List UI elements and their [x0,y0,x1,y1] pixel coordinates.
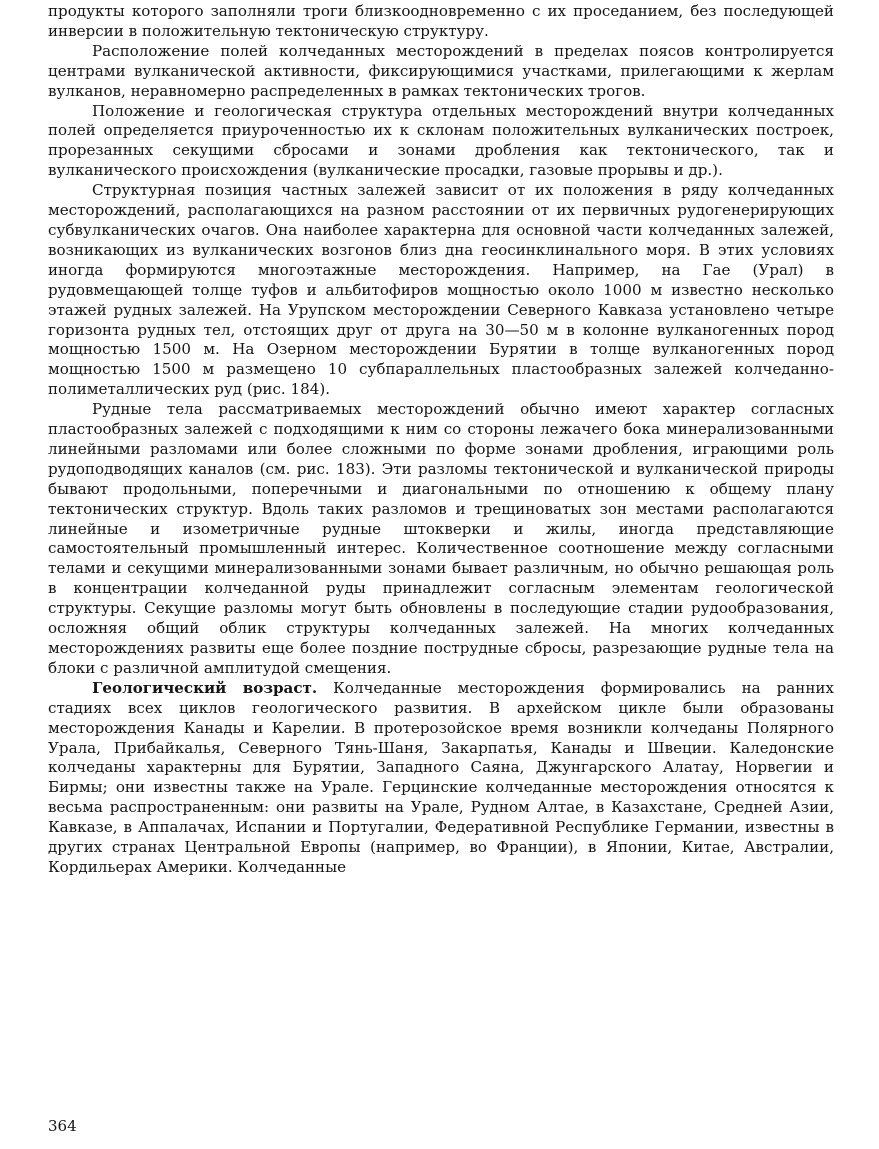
section-lead-heading: Геологический возраст. [92,678,318,697]
paragraph-6 [48,679,834,878]
paragraph-2: Расположение полей колчеданных месторождений в пределах поясов контролируется центрами вулканической активности, фиксирующимися участками, прилегающими к жерлам вулканов, неравномерно распределенных в рамках тектонических трогов. [48,41,834,100]
page-body [48,2,834,878]
paragraph-3: Положение и геологическая структура отдельных месторождений внутри колчеданных полей определяется приуроченностью их к склонам положительных вулканических построек, прорезанных секущими сбросами и зонами дробления как тектонического, так и вулканического происхождения (вулканические просадки, газовые прорывы и др.). [48,101,834,180]
paragraph-6-text: Колчеданные месторождения формировались на ранних стадиях всех циклов геологического развития. В архейском цикле были образованы месторождения Канады и Карелии. В протерозойское время возникли колчеданы Полярного Урала, Прибайкалья, Северного Тянь-Шаня, Закарпатья, Канады и Швеции. Каледонские колчеданы характерны для Бурятии, Западного Саяна, Джунгарского Алатау, Норвегии и Бирмы; они известны также на Урале. Герцинские колчеданные месторождения относятся к весьма распространенным: они развиты на Урале, Рудном Алтае, в Казахстане, Средней Азии, Кавказе, в Аппалачах, Испании и Португалии, Федеративной Республике Германии, известны в других странах Центральной Европы (например, во Франции), в Японии, Китае, Австралии, Кордильерах Америки. Колчеданные [48,678,834,876]
paragraph-1: продукты которого заполняли троги близкоодновременно с их проседанием, без последующей инверсии в положительную тектоническую структуру. [48,2,834,40]
paragraph-4: Структурная позиция частных залежей зависит от их положения в ряду колчеданных месторождений, располагающихся на разном расстоянии от их первичных рудогенерирующих субвулканических очагов. Она наиболее характерна для основной части колчеданных залежей, возникающих из вулканических возгонов близ дна геосинклинального моря. В этих условиях иногда формируются многоэтажные месторождения. Например, на Гае (Урал) в рудовмещающей толще туфов и альбитофиров мощностью около 1000 м известно несколько этажей рудных залежей. На Урупском месторождении Северного Кавказа установлено четыре горизонта рудных тел, отстоящих друг от друга на 30—50 м в колонне вулканогенных пород мощностью 1500 м. На Озерном месторождении Бурятии в толще вулканогенных пород мощностью 1500 м размещено 10 субпараллельных пластообразных залежей колчеданно-полиметаллических руд (рис. 184). [48,181,834,399]
paragraph-5: Рудные тела рассматриваемых месторождений обычно имеют характер согласных пластообразных залежей с подходящими к ним со стороны лежачего бока минерализованными линейными разломами или более сложными по форме зонами дробления, играющими роль рудоподводящих каналов (см. рис. 183). Эти разломы тектонической и вулканической природы бывают продольными, поперечными и диагональными по отношению к общему плану тектонических структур. Вдоль таких разломов и трещиноватых зон местами располагаются линейные и изометричные рудные штокверки и жилы, иногда представляющие самостоятельный промышленный интерес. Количественное соотношение между согласными телами и секущими минерализованными зонами бывает различным, но обычно решающая роль в концентрации колчеданной руды принадлежит согласным элементам геологической структуры. Секущие разломы могут быть обновлены в последующие стадии рудообразования, осложняя общий облик структуры колчеданных залежей. На многих колчеданных месторождениях развиты еще более поздние пострудные сбросы, разрезающие рудные тела на блоки с различной амплитудой смещения. [48,400,834,677]
page-number: 364 [48,1117,77,1135]
